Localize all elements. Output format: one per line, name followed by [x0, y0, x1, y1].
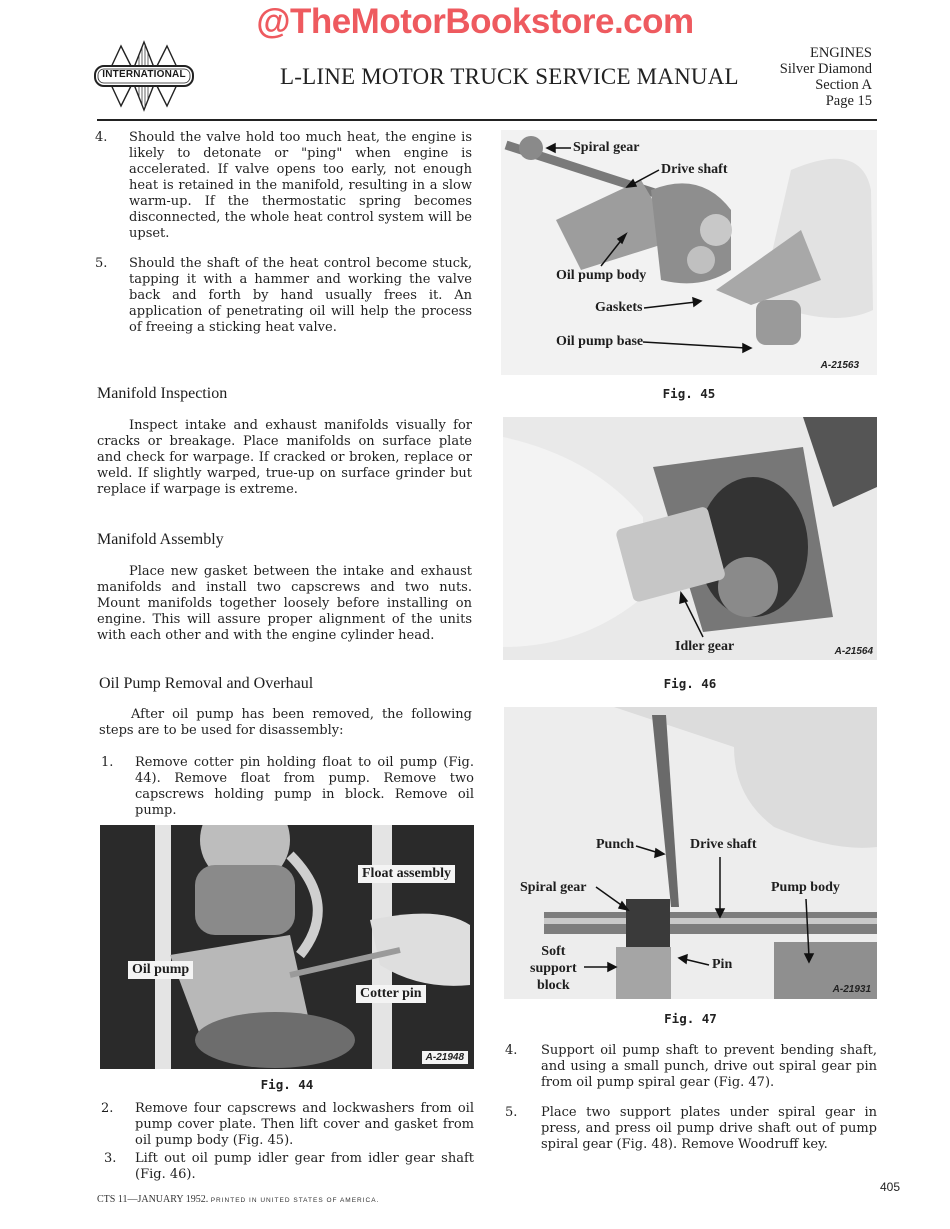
- footer-issue: [97, 1194, 379, 1205]
- item-text: Remove four capscrews and lockwashers from oil pump cover plate. Then lift cover and gasket from oil pump body (Fig. 45).: [135, 1101, 474, 1148]
- figure-code: A-21948: [422, 1051, 468, 1064]
- oil-pump-intro: After oil pump has been removed, the following steps are to be used for disassembly:: [99, 707, 472, 738]
- figure-code: A-21563: [820, 360, 859, 371]
- list-item: [505, 1105, 877, 1153]
- item-text: Lift out oil pump idler gear from idler gear shaft (Fig. 46).: [135, 1151, 474, 1182]
- header-rule: [97, 119, 877, 121]
- item-number: 4.: [505, 1043, 518, 1058]
- figure-46-arrows: [503, 417, 877, 660]
- list-item: [101, 755, 474, 819]
- label-oil-pump-body: Oil pump body: [556, 268, 647, 283]
- label-drive-shaft: Drive shaft: [661, 162, 728, 177]
- footer-printed: PRINTED IN UNITED STATES OF AMERICA.: [210, 1197, 380, 1204]
- label-spiral-gear: Spiral gear: [520, 880, 587, 895]
- list-item: [95, 256, 472, 336]
- heading-manifold-inspection: Manifold Inspection: [97, 385, 228, 402]
- left-column-top: [95, 130, 472, 336]
- item-number: 4.: [95, 130, 108, 145]
- right-column-steps: [505, 1043, 877, 1153]
- list-item: [505, 1043, 877, 1091]
- label-punch: Punch: [596, 837, 635, 852]
- list-item: [101, 1101, 474, 1149]
- figure-45-arrows: [501, 130, 877, 375]
- label-pump-body: Pump body: [771, 880, 840, 895]
- watermark: @TheMotorBookstore.com: [256, 2, 694, 41]
- section-info: [780, 45, 872, 109]
- figure-47-photo: [504, 707, 877, 999]
- list-item: [95, 130, 472, 242]
- manifold-inspection-text: Inspect intake and exhaust manifolds visually for cracks or breakage. Place manifolds on surface plate and check for warpage. If cracked or broken, replace or weld. If slightly warped, true-up on surface grinder but replace if warpage is extreme.: [97, 418, 472, 497]
- label-oil-pump-base: Oil pump base: [556, 334, 644, 349]
- figure-45-caption: Fig. 45: [662, 386, 716, 401]
- item-number: 5.: [95, 256, 108, 271]
- figure-46-photo: [503, 417, 877, 660]
- item-number: 5.: [505, 1105, 518, 1120]
- label-pin: Pin: [712, 957, 733, 972]
- label-drive-shaft: Drive shaft: [690, 837, 757, 852]
- heading-oil-pump: Oil Pump Removal and Overhaul: [99, 675, 314, 692]
- figure-44-photo: [100, 825, 474, 1069]
- figure-code: A-21564: [834, 646, 873, 657]
- section-line: ENGINES: [809, 45, 872, 61]
- item-text: Remove cotter pin holding float to oil pump (Fig. 44). Remove float from pump. Remove two capscrews holding pump in block. Remove oil pump.: [135, 755, 474, 818]
- oil-pump-steps-top: [101, 755, 474, 819]
- manual-title: L-LINE MOTOR TRUCK SERVICE MANUAL: [280, 64, 739, 89]
- logo-text: INTERNATIONAL: [102, 69, 186, 80]
- item-number: 2.: [101, 1101, 114, 1116]
- section-line: Section A: [815, 77, 872, 93]
- figure-47-arrows: [504, 707, 877, 999]
- list-item: [101, 1151, 474, 1183]
- figure-46-caption: Fig. 46: [663, 676, 717, 691]
- item-text: Support oil pump shaft to prevent bending shaft, and using a small punch, drive out spiral gear pin from oil pump spiral gear (Fig. 47).: [541, 1043, 877, 1090]
- label-gaskets: Gaskets: [595, 300, 643, 315]
- manifold-assembly-text: Place new gasket between the intake and exhaust manifolds and install two capscrews and two nuts. Mount manifolds together loosely before installing on engine. This will assure proper alignment of the units with each other and with the engine cylinder head.: [97, 564, 472, 643]
- heading-manifold-assembly: Manifold Assembly: [97, 531, 224, 548]
- item-number: 1.: [101, 755, 114, 770]
- item-text: Should the valve hold too much heat, the engine is likely to detonate or "ping" when engine is accelerated. If valve opens too early, not enough heat is retained in the manifold, resulting in a slow warm-up. If the thermostatic spring becomes disconnected, the whole heat control system will be upset.: [129, 130, 472, 241]
- label-idler-gear: Idler gear: [675, 639, 735, 654]
- international-logo: [93, 40, 195, 112]
- section-line: Silver Diamond: [779, 61, 872, 77]
- oil-pump-steps-bottom: [101, 1101, 474, 1183]
- item-number: 3.: [104, 1151, 117, 1166]
- item-text: Should the shaft of the heat control become stuck, tapping it with a hammer and working the valve back and forth by hand usually frees it. An application of penetrating oil will help the process of freeing a sticking heat valve.: [129, 256, 472, 335]
- figure-code: A-21931: [832, 984, 871, 995]
- label-line: block: [537, 978, 570, 993]
- label-line: Soft: [541, 944, 566, 959]
- figure-47-caption: Fig. 47: [664, 1011, 717, 1026]
- footer-issue-text: CTS 11—JANUARY 1952.: [97, 1194, 209, 1205]
- section-line: Page 15: [825, 93, 872, 109]
- label-oil-pump: Oil pump: [128, 961, 193, 979]
- label-spiral-gear: Spiral gear: [573, 140, 640, 155]
- label-line: support: [530, 961, 577, 976]
- figure-44-caption: Fig. 44: [260, 1077, 314, 1092]
- figure-45-photo: [501, 130, 877, 375]
- page-number: 405: [880, 1180, 901, 1194]
- label-float-assembly: Float assembly: [358, 865, 455, 883]
- item-text: Place two support plates under spiral gear in press, and press oil pump drive shaft out of pump spiral gear (Fig. 48). Remove Woodruff key.: [541, 1105, 877, 1152]
- label-cotter-pin: Cotter pin: [356, 985, 426, 1003]
